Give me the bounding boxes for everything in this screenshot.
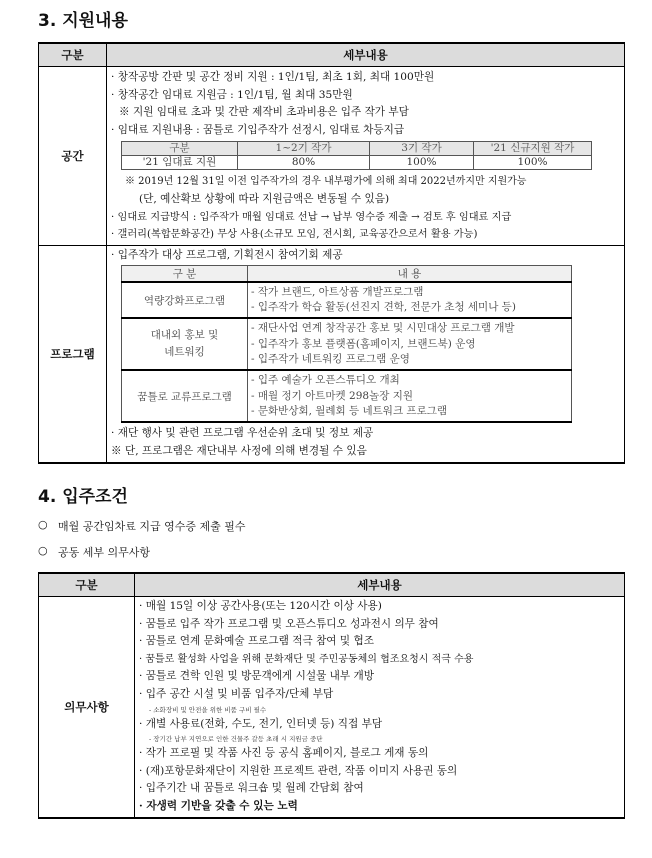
support-header-details: 세부내용: [107, 43, 625, 67]
program-item: - 매월 정기 아트마켓 298놀장 지원: [251, 389, 413, 402]
duty-line: · 개별 사용료(전화, 수도, 전기, 인터넷 등) 직접 부담: [139, 717, 383, 730]
program-outro: ※ 단, 프로그램은 재단내부 사정에 의해 변경될 수 있음: [111, 444, 367, 457]
duty-line: · 입주기간 내 꿈틀로 워크숍 및 월례 간담회 참여: [139, 782, 364, 795]
program-table: [121, 265, 572, 423]
space-details: [107, 67, 625, 246]
duty-header-details: 세부내용: [135, 573, 625, 597]
duty-line: · 꿈틀로 활성화 사업을 위해 문화재단 및 주민공동체의 협조요청시 적극 수용: [139, 653, 474, 665]
program-name: [122, 318, 248, 370]
program-items: [248, 282, 572, 318]
duty-line: · 매월 15일 이상 공간사용(또는 120시간 이상 사용): [139, 600, 382, 612]
rent-header-cell: 1~2기 작가: [238, 142, 370, 156]
duty-line: · 꿈틀로 입주 작가 프로그램 및 오픈스튜디오 성과전시 의무 참여: [139, 617, 439, 630]
duty-line-emphasis: · 자생력 기반을 갖출 수 있는 노력: [139, 799, 298, 812]
space-note: ※ 지원 임대료 초과 및 간판 제작비 초과비용은 입주 작가 부담: [119, 106, 409, 119]
rent-cell: 80%: [238, 156, 370, 170]
program-details: [107, 245, 625, 462]
duty-line: · 입주 공간 시설 및 비품 입주자/단체 부담: [139, 687, 334, 700]
space-line: · 갤러리(복합문화공간) 무상 사용(소규모 모임, 전시회, 교육공간으로서 활용 가능): [111, 229, 478, 241]
duty-details: [135, 597, 625, 818]
program-items: [248, 370, 572, 422]
program-item: - 작가 브랜드, 아트상품 개발프로그램: [251, 285, 424, 298]
bullet-circle: ○: [38, 544, 48, 557]
rent-header-cell: 구분: [122, 142, 238, 156]
program-items: [248, 318, 572, 370]
duty-line: · (재)포항문화재단이 지원한 프로젝트 관련, 작품 이미지 사용권 동의: [139, 764, 458, 777]
condition-bullet: 매월 공간임차료 지급 영수증 제출 필수: [58, 520, 246, 533]
space-line: · 창작공간 임대료 지원금 : 1인/1팀, 월 최대 35만원: [111, 88, 353, 101]
space-line: · 임대료 지원내용 : 꿈틀로 기입주작가 선정시, 임대료 차등지급: [111, 123, 405, 136]
program-item: - 재단사업 연계 창작공간 홍보 및 시민대상 프로그램 개발: [251, 322, 515, 335]
program-header-cell: 구 분: [122, 266, 248, 283]
program-label: 프로그램: [39, 245, 107, 462]
section3-title: 3. 지원내용: [38, 11, 128, 31]
space-note: ※ 2019년 12월 31일 이전 입주작가의 경우 내부평가에 의해 최대 2022년까지만 지원가능: [125, 176, 527, 188]
duty-line: · 꿈틀로 견학 인원 및 방문객에게 시설물 내부 개방: [139, 670, 374, 683]
program-outro: · 재단 행사 및 관련 프로그램 우선순위 초대 및 정보 제공: [111, 427, 374, 440]
condition-bullet: 공동 세부 의무사항: [58, 546, 151, 559]
rent-support-table: [121, 141, 592, 170]
program-item: - 입주작가 네트워킹 프로그램 운영: [251, 353, 410, 366]
program-row: [122, 370, 572, 422]
duty-table: [38, 572, 625, 819]
bullet-circle: ○: [38, 518, 48, 531]
program-name: 역량강화프로그램: [122, 282, 248, 318]
program-item: - 입주작가 홍보 플랫폼(홈페이지, 브랜드북) 운영: [251, 337, 476, 350]
space-label: 공간: [39, 67, 107, 246]
section4-title: 4. 입주조건: [38, 487, 128, 507]
space-line: · 임대료 지급방식 : 입주작가 매월 임대료 선납 → 납부 영수증 제출 → 검토 후 임대료 지급: [111, 211, 512, 223]
program-row: [122, 318, 572, 370]
program-item: - 문화반상회, 월례회 등 네트워크 프로그램: [251, 405, 448, 418]
duty-subnote: - 장기간 납부 지연으로 인한 건물주 갈등 초래 시 지원금 중단: [149, 735, 323, 744]
program-header-cell: 내 용: [248, 266, 572, 283]
space-note: (단, 예산확보 상황에 따라 지원금액은 변동될 수 있음): [139, 192, 390, 205]
program-intro: · 입주작가 대상 프로그램, 기획전시 참여기회 제공: [111, 248, 343, 261]
program-name: 꿈틀로 교류프로그램: [122, 370, 248, 422]
duty-line: · 꿈틀로 연계 문화예술 프로그램 적극 참여 및 협조: [139, 635, 374, 648]
space-line: · 창작공방 간판 및 공간 정비 지원 : 1인/1팀, 최초 1회, 최대 100만원: [111, 71, 435, 83]
program-row: [122, 282, 572, 318]
rent-cell: '21 임대료 지원: [122, 156, 238, 170]
rent-cell: 100%: [474, 156, 592, 170]
duty-subnote: - 소화장비 및 안전을 위한 비품 구비 필수: [149, 705, 267, 714]
duty-header-category: 구분: [39, 573, 135, 597]
rent-header-cell: 3기 작가: [370, 142, 474, 156]
rent-cell: 100%: [370, 156, 474, 170]
duty-line: · 작가 프로필 및 작품 사진 등 공식 홈페이지, 블로그 게재 동의: [139, 747, 429, 760]
rent-header-cell: '21 신규지원 작가: [474, 142, 592, 156]
support-header-category: 구분: [39, 43, 107, 67]
duty-label: 의무사항: [39, 597, 135, 818]
support-table: [38, 42, 625, 464]
program-item: - 입주작가 학습 활동(선진지 견학, 전문가 초청 세미나 등): [251, 301, 516, 314]
program-item: - 입주 예술가 오픈스튜디오 개최: [251, 374, 400, 387]
program-name-text: 대내외 홍보 및 네트워킹: [150, 329, 219, 359]
